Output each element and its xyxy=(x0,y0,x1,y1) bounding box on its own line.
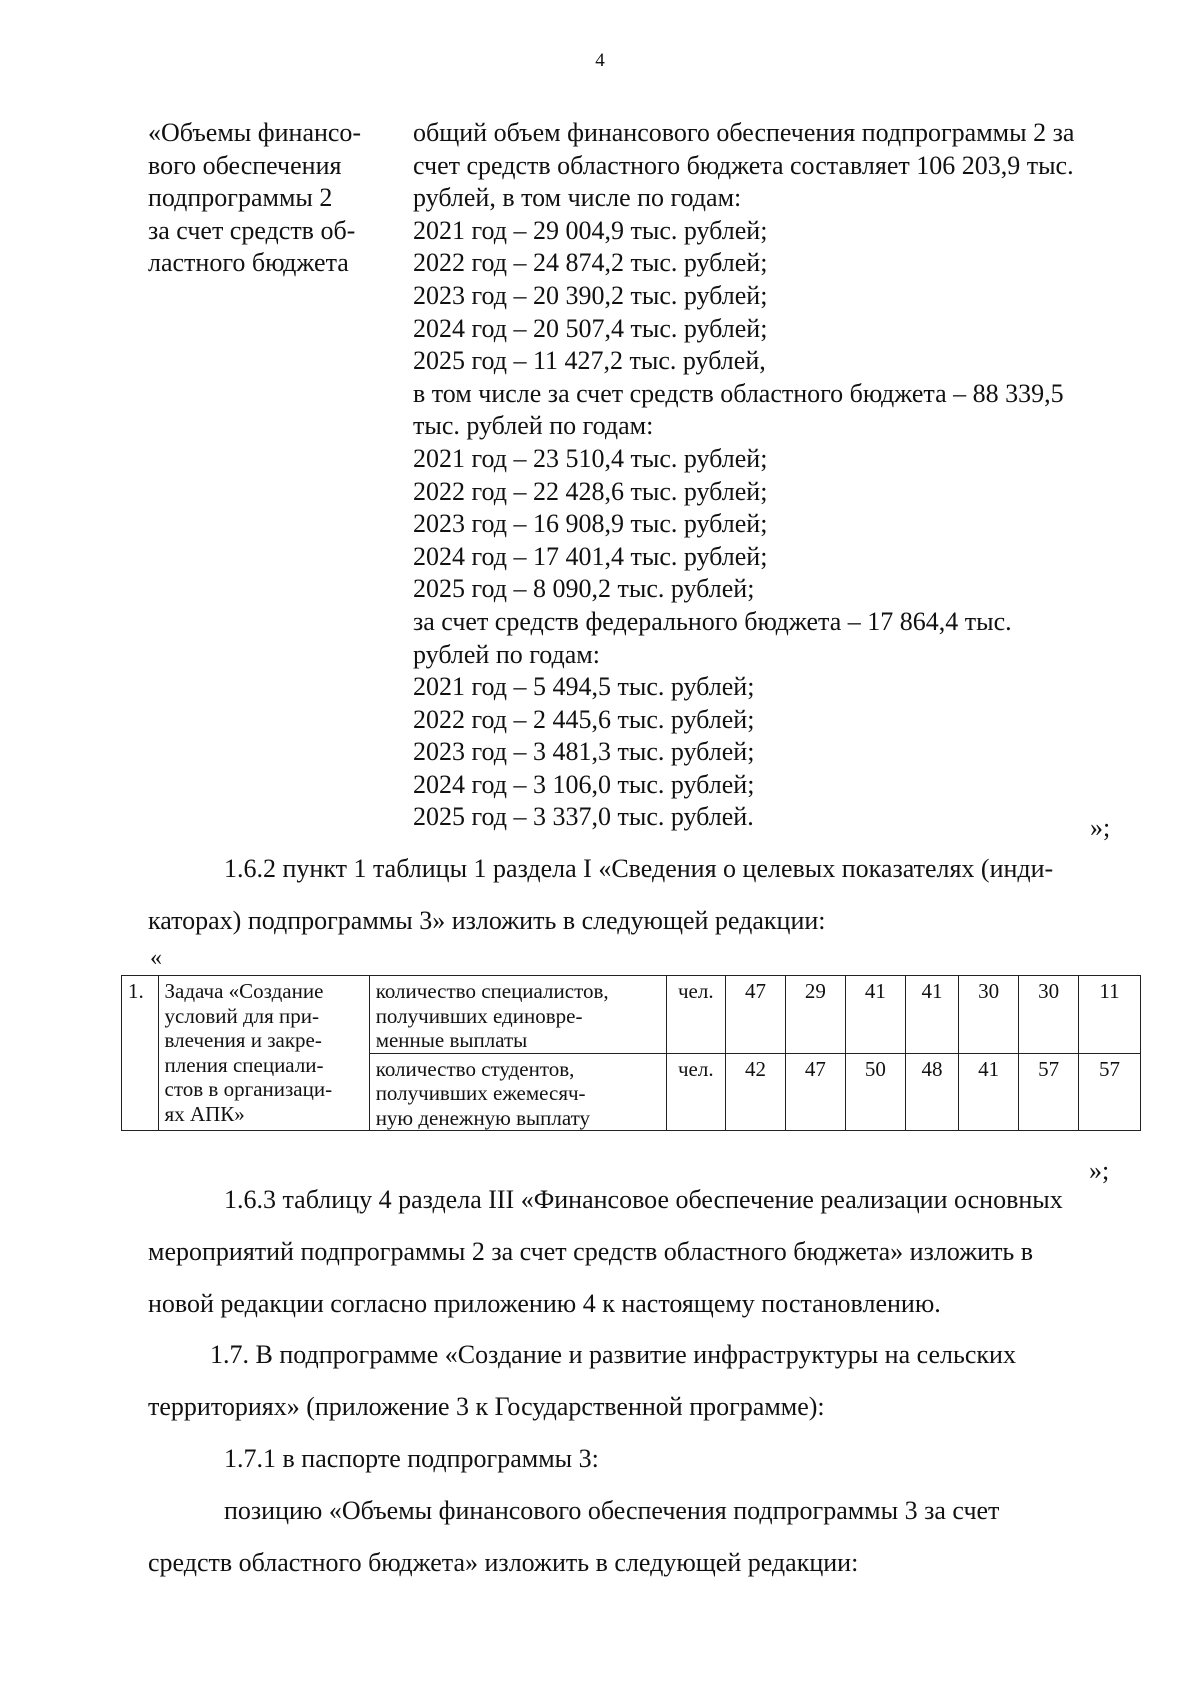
passport-content-line: тыс. рублей по годам: xyxy=(413,411,654,441)
passport-content-line: за счет средств федерального бюджета – 17 864,4 тыс. xyxy=(413,606,1012,636)
table-opening-mark: « xyxy=(150,945,162,971)
passport-closing-mark: »; xyxy=(1090,813,1111,842)
value-cell: 57 xyxy=(1079,1053,1141,1131)
paragraph-1-7 xyxy=(148,1329,1140,1433)
passport-content-line: 2024 год – 3 106,0 тыс. рублей; xyxy=(413,769,755,799)
passport-content-line: 2022 год – 24 874,2 тыс. рублей; xyxy=(413,248,768,278)
paragraph-line: 1.6.2 пункт 1 таблицы 1 раздела I «Сведения о целевых показателях (инди- xyxy=(224,854,1054,883)
passport-content-line: рублей по годам: xyxy=(413,639,600,669)
page-number: 4 xyxy=(595,50,605,71)
passport-content-line: рублей, в том числе по годам: xyxy=(413,183,742,213)
paragraph-line: 1.7. В подпрограмме «Создание и развитие инфраструктуры на сельских xyxy=(210,1340,1016,1369)
value-cell: 11 xyxy=(1079,976,1141,1054)
task-line: пления специали- xyxy=(164,1052,324,1077)
value-cell: 57 xyxy=(1019,1053,1079,1131)
paragraph-line: мероприятий подпрограммы 2 за счет средств областного бюджета» изложить в xyxy=(148,1237,1034,1266)
passport-content-line: 2023 год – 3 481,3 тыс. рублей; xyxy=(413,737,755,767)
paragraph-line: 1.7.1 в паспорте подпрограммы 3: xyxy=(224,1444,599,1473)
value-cell: 30 xyxy=(1019,976,1079,1054)
paragraph-position xyxy=(148,1485,1140,1589)
indicator-line: количество студентов, xyxy=(375,1056,575,1081)
passport-content-line: 2021 год – 5 494,5 тыс. рублей; xyxy=(413,672,755,702)
paragraph-line: средств областного бюджета» изложить в следующей редакции: xyxy=(148,1548,859,1577)
passport-position-content xyxy=(413,117,1133,834)
unit-cell: чел. xyxy=(666,976,725,1054)
paragraph-line: 1.6.3 таблицу 4 раздела III «Финансовое обеспечение реализации основных xyxy=(224,1185,1063,1214)
indicators-table xyxy=(121,975,1141,1131)
indicator-line: ную денежную выплату xyxy=(375,1105,591,1130)
passport-label-line: подпрограммы 2 xyxy=(148,183,333,213)
passport-label-line: за счет средств об- xyxy=(148,215,356,245)
passport-label-line: вого обеспечения xyxy=(148,150,342,180)
task-line: влечения и закре- xyxy=(164,1028,322,1052)
paragraph-line: территориях» (приложение 3 к Государственной программе): xyxy=(148,1392,825,1421)
value-cell: 41 xyxy=(959,1053,1019,1131)
passport-position-label xyxy=(148,117,398,280)
task-line: условий для при- xyxy=(164,1003,320,1028)
passport-content-line: 2025 год – 8 090,2 тыс. рублей; xyxy=(413,574,755,604)
passport-content-line: 2022 год – 22 428,6 тыс. рублей; xyxy=(413,476,768,506)
paragraph-1-6-3 xyxy=(148,1174,1140,1330)
value-cell: 41 xyxy=(845,976,905,1054)
passport-content-line: общий объем финансового обеспечения подпрограммы 2 за xyxy=(413,118,1075,147)
paragraph-line: новой редакции согласно приложению 4 к настоящему постановлению. xyxy=(148,1289,941,1318)
passport-content-line: 2021 год – 23 510,4 тыс. рублей; xyxy=(413,443,768,473)
passport-content-line: 2025 год – 11 427,2 тыс. рублей, xyxy=(413,346,766,376)
unit-cell: чел. xyxy=(666,1053,725,1131)
value-cell: 41 xyxy=(905,976,958,1054)
passport-content-line: 2025 год – 3 337,0 тыс. рублей. xyxy=(413,802,754,832)
value-cell: 47 xyxy=(785,1053,845,1131)
indicator-line: количество специалистов, xyxy=(375,979,609,1003)
paragraph-line: каторах) подпрограммы 3» изложить в следующей редакции: xyxy=(148,906,826,935)
passport-label-line: ластного бюджета xyxy=(148,248,349,278)
value-cell: 48 xyxy=(905,1053,958,1131)
value-cell: 50 xyxy=(845,1053,905,1131)
table-row xyxy=(122,976,1141,1054)
indicator-line: получивших ежемесяч- xyxy=(375,1081,586,1105)
row-number-cell: 1. xyxy=(122,976,159,1131)
value-cell: 29 xyxy=(785,976,845,1054)
task-line: Задача «Создание xyxy=(164,979,324,1003)
passport-content-line: 2021 год – 29 004,9 тыс. рублей; xyxy=(413,215,768,245)
passport-content-line: 2023 год – 20 390,2 тыс. рублей; xyxy=(413,280,768,310)
passport-content-line: счет средств областного бюджета составляет 106 203,9 тыс. xyxy=(413,150,1074,180)
value-cell: 30 xyxy=(959,976,1019,1054)
value-cell: 47 xyxy=(725,976,785,1054)
indicator-line: получивших единовре- xyxy=(375,1003,583,1028)
value-cell: 42 xyxy=(725,1053,785,1131)
passport-content-line: 2022 год – 2 445,6 тыс. рублей; xyxy=(413,704,755,734)
passport-content-line: в том числе за счет средств областного бюджета – 88 339,5 xyxy=(413,378,1064,408)
passport-content-line: 2023 год – 16 908,9 тыс. рублей; xyxy=(413,509,768,539)
task-line: ях АПК» xyxy=(164,1101,245,1126)
passport-label-line: «Объемы финансо- xyxy=(148,118,362,147)
indicator-line: менные выплаты xyxy=(375,1028,528,1052)
table-closing-mark: »; xyxy=(1089,1156,1110,1185)
indicator-cell xyxy=(369,1053,666,1131)
passport-content-line: 2024 год – 20 507,4 тыс. рублей; xyxy=(413,313,768,343)
paragraph-line: позицию «Объемы финансового обеспечения подпрограммы 3 за счет xyxy=(224,1496,1000,1525)
paragraph-1-6-2 xyxy=(148,843,1140,947)
indicator-cell xyxy=(369,976,666,1054)
task-cell xyxy=(158,976,369,1131)
passport-content-line: 2024 год – 17 401,4 тыс. рублей; xyxy=(413,541,768,571)
task-line: стов в организаци- xyxy=(164,1077,333,1101)
paragraph-1-7-1 xyxy=(148,1433,1140,1485)
